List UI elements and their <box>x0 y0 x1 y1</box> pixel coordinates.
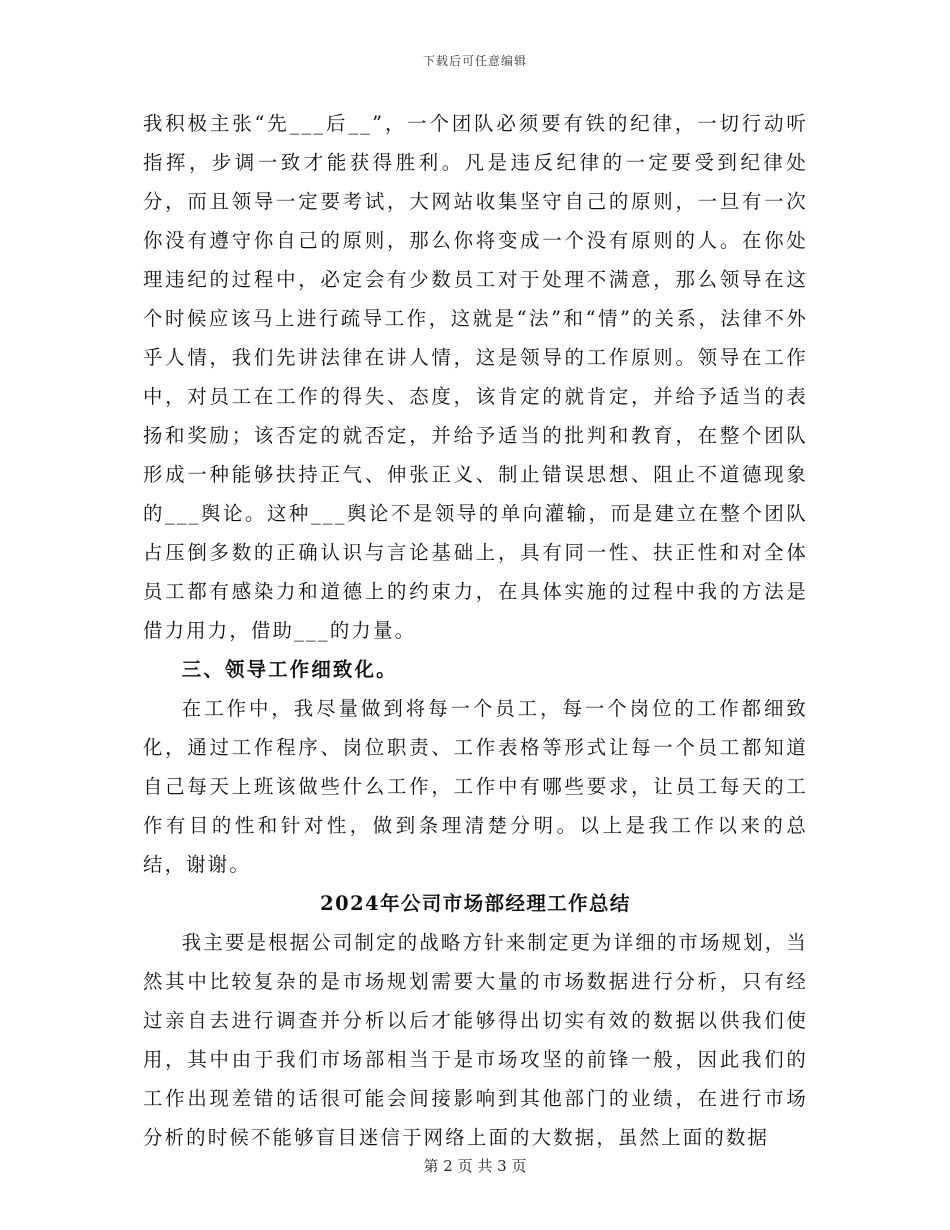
article-title: 2024年公司市场部经理工作总结 <box>320 892 631 915</box>
paragraph-market-summary: 我主要是根据公司制定的战略方针来制定更为详细的市场规划，当然其中比较复杂的是市场规划需要大量的市场数据进行分析，只有经过亲自去进行调查并分析以后才能够得出切实有效的数据以供我们使用，其中由于我们市场部相当于是市场攻坚的前锋一般，因此我们的工作出现差错的话很可能会间接影响到其他部门的业绩，在进行市场分析的时候不能够盲目迷信于网络上面的大数据，虽然上面的数据 <box>143 931 808 1149</box>
page-header: 下载后可任意编辑 <box>422 54 527 68</box>
page-footer: 第 2 页 共 3 页 <box>423 1157 527 1175</box>
document-body <box>143 104 808 1157</box>
paragraph-detail-work: 在工作中，我尽量做到将每一个员工，每一个岗位的工作都细致化，通过工作程序、岗位职责、工作表格等形式让每一个员工都知道自己每天上班该做些什么工作，工作中有哪些要求，让员工每天的工作有目的性和针对性，做到条理清楚分明。以上是我工作以来的总结，谢谢。 <box>143 697 808 876</box>
paragraph-discipline: 我积极主张“先___后__”，一个团队必须要有铁的纪律，一切行动听指挥，步调一致才能获得胜利。凡是违反纪律的一定要受到纪律处分，而且领导一定要考试，大网站收集坚守自己的原则，一旦有一次你没有遵守你自己的原则，那么你将变成一个没有原则的人。在你处理违纪的过程中，必定会有少数员工对于处理不满意，那么领导在这个时候应该马上进行疏导工作，这就是“法”和“情”的关系，法律不外乎人情，我们先讲法律在讲人情，这是领导的工作原则。领导在工作中，对员工在工作的得失、态度，该肯定的就肯定，并给予适当的表扬和奖励；该否定的就否定，并给予适当的批判和教育，在整个团队形成一种能够扶持正气、伸张正义、制止错误思想、阻止不道德现象的___舆论。这种___舆论不是领导的单向灌输，而是建立在整个团队占压倒多数的正确认识与言论基础上，具有同一性、扶正性和对全体员工都有感染力和道德上的约束力，在具体实施的过程中我的方法是借力用力，借助___的力量。 <box>143 112 808 642</box>
section-heading-3: 三、领导工作细致化。 <box>181 658 398 681</box>
